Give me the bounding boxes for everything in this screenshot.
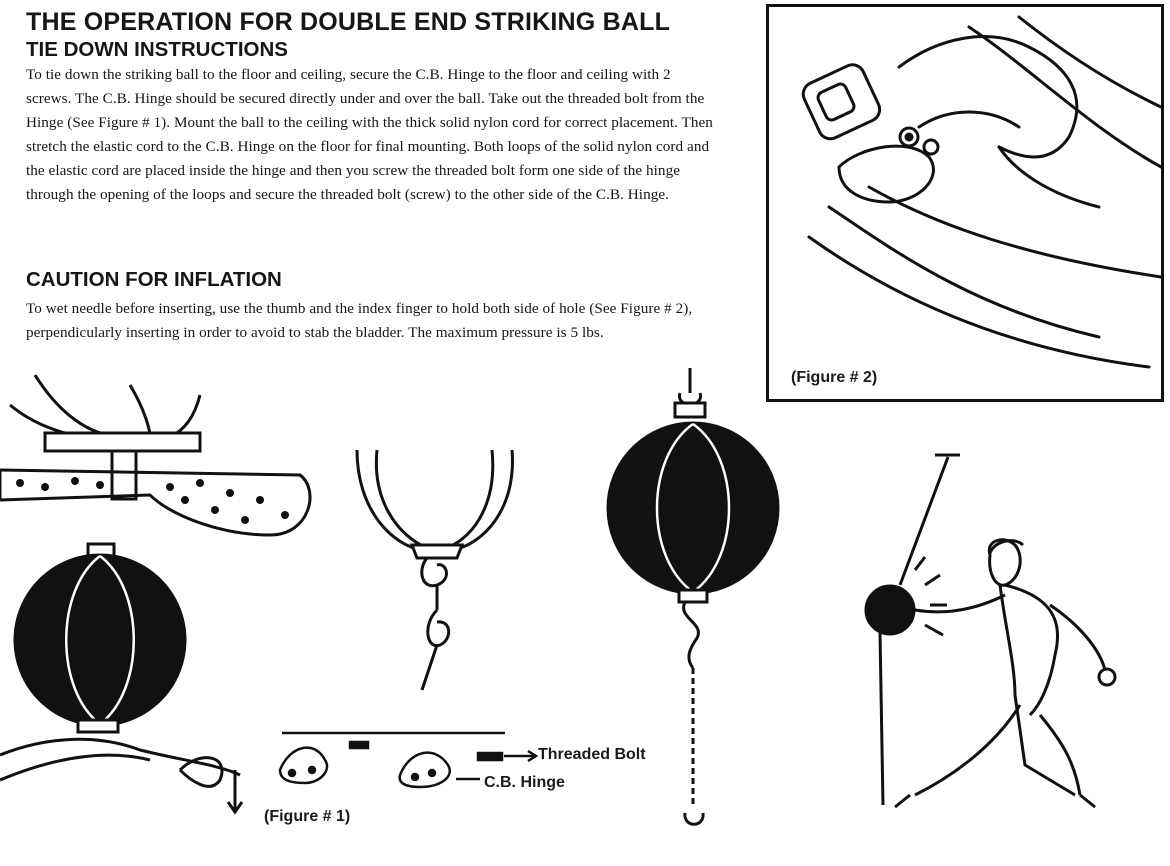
hinge-cord-illustration: [352, 450, 552, 700]
caution-heading: CAUTION FOR INFLATION: [26, 268, 282, 291]
tie-down-heading: TIE DOWN INSTRUCTIONS: [26, 38, 288, 61]
mounted-ball-illustration: [605, 368, 785, 838]
figure-2-caption: (Figure # 2): [791, 369, 878, 386]
figure-2-panel: [766, 4, 1164, 402]
caution-paragraph: To wet needle before inserting, use the thumb and the index finger to hold both side of hole (See Figure # 2), perpendicularly inserting in order to avoid to stab the bladder. The maximum pressure is 5 lbs.: [26, 300, 693, 341]
tie-down-paragraph: To tie down the striking ball to the floor and ceiling, secure the C.B. Hinge to the floor and ceiling with 2 screws. The C.B. Hinge should be secured directly under and over the ball. Take out the threaded bolt from the Hinge (See Figure # 1). Mount the ball to the ceiling with the thick solid nylon cord for correct placement. Then stretch the elastic cord to the C.B. Hinge on the floor for final mounting. Both loops of the solid nylon cord and the elastic cord are placed inside the hinge and then you screw the threaded bolt form one side of the hinge through the opening of the loops and secure the threaded bolt (screw) to the other side of the C.B. Hinge.: [26, 66, 713, 203]
ball-tie-illustration: [0, 540, 260, 820]
page-title: THE OPERATION FOR DOUBLE END STRIKING BALL: [26, 8, 671, 36]
boxer-illustration: [855, 445, 1155, 835]
hand-inflation-illustration: [769, 7, 1161, 399]
threaded-bolt-label: Threaded Bolt: [538, 746, 646, 763]
figure-1-caption: (Figure # 1): [264, 808, 351, 825]
cb-hinge-label: C.B. Hinge: [484, 774, 565, 791]
hinge-rope-illustration: [0, 375, 330, 545]
